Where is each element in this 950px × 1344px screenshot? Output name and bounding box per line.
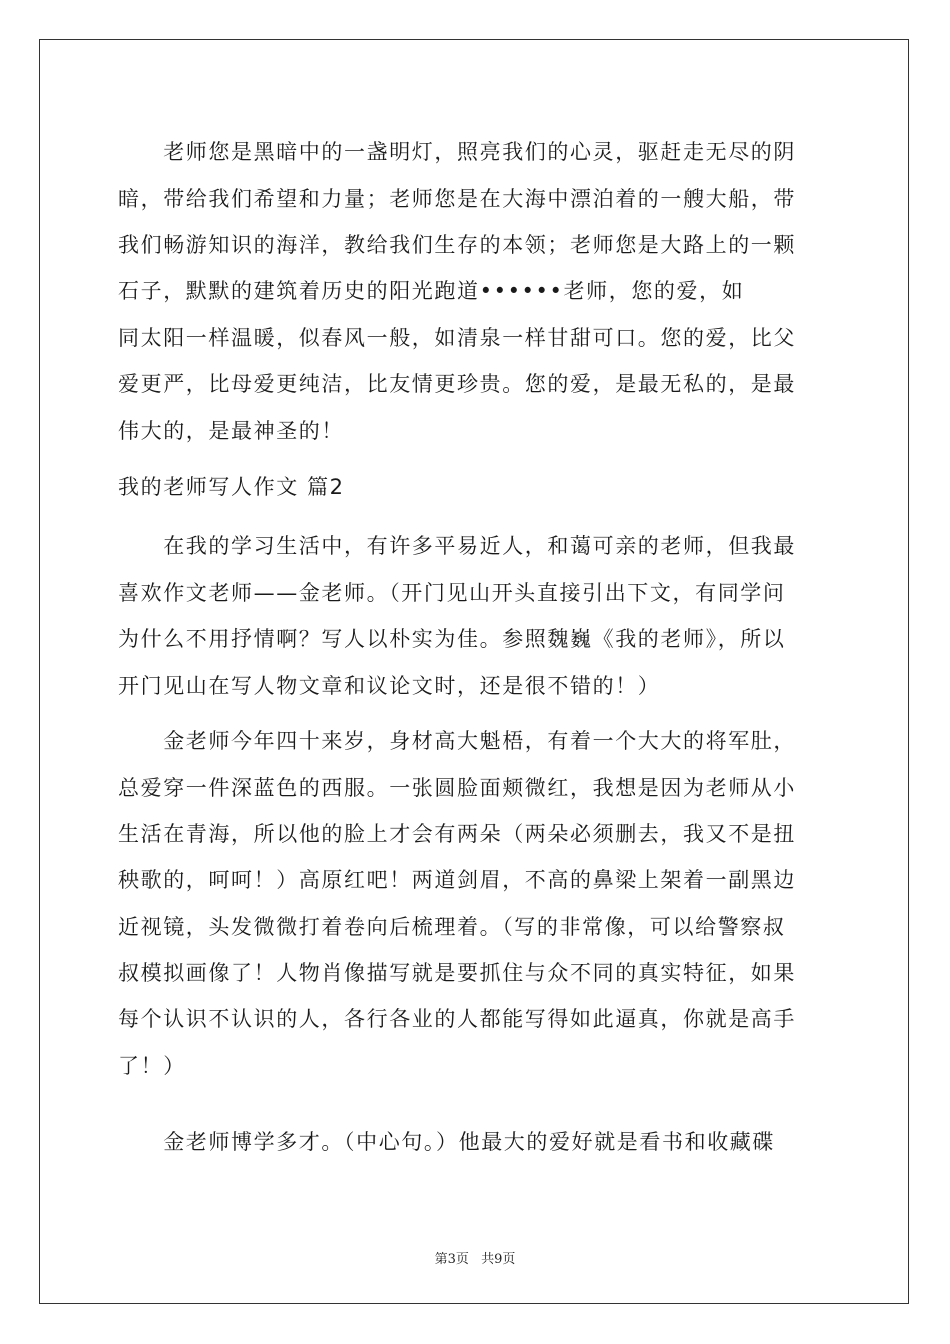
page-total: 共9页 <box>481 1252 516 1267</box>
text-line: 为什么不用抒情啊？写人以朴实为佳。参照魏巍《我的老师》，所以 <box>118 627 786 651</box>
page-footer <box>0 1248 950 1267</box>
section-heading: 我的老师写人作文 篇2 <box>118 475 345 499</box>
text-line: 金老师今年四十来岁，身材高大魁梧，有着一个大大的将军肚， <box>118 729 796 753</box>
text-line: 在我的学习生活中，有许多平易近人，和蔼可亲的老师，但我最 <box>118 534 796 558</box>
text-line: 伟大的，是最神圣的！ <box>118 419 344 443</box>
text-line: 叔模拟画像了！人物肖像描写就是要抓住与众不同的真实特征，如果 <box>118 961 796 985</box>
page-number: 第3页 <box>434 1252 469 1267</box>
text-line: 石子，默默的建筑着历史的阳光跑道••••••老师，您的爱，如 <box>118 279 745 303</box>
text-line: 我们畅游知识的海洋，教给我们生存的本领；老师您是大路上的一颗 <box>118 233 796 257</box>
text-line: 每个认识不认识的人，各行各业的人都能写得如此逼真，你就是高手 <box>118 1007 796 1031</box>
text-line: 暗，带给我们希望和力量；老师您是在大海中漂泊着的一艘大船，带 <box>118 187 796 211</box>
text-line: 了！） <box>118 1054 186 1078</box>
text-line: 生活在青海，所以他的脸上才会有两朵（两朵必须删去，我又不是扭 <box>118 822 796 846</box>
text-line: 近视镜，头发微微打着卷向后梳理着。（写的非常像，可以给警察叔 <box>118 915 786 939</box>
text-line: 开门见山在写人物文章和议论文时，还是很不错的！） <box>118 674 661 698</box>
text-line: 爱更严，比母爱更纯洁，比友情更珍贵。您的爱，是最无私的，是最 <box>118 372 796 396</box>
text-line: 喜欢作文老师——金老师。（开门见山开头直接引出下文，有同学问 <box>118 581 786 605</box>
text-line: 秧歌的，呵呵！）高原红吧！两道剑眉，不高的鼻梁上架着一副黑边 <box>118 868 796 892</box>
text-line: 金老师博学多才。（中心句。）他最大的爱好就是看书和收藏碟 <box>118 1130 775 1154</box>
text-line: 老师您是黑暗中的一盏明灯，照亮我们的心灵，驱赶走无尽的阴 <box>118 140 796 164</box>
text-line: 总爱穿一件深蓝色的西服。一张圆脸面颊微红，我想是因为老师从小 <box>118 776 796 800</box>
text-line: 同太阳一样温暖，似春风一般，如清泉一样甘甜可口。您的爱，比父 <box>118 326 796 350</box>
